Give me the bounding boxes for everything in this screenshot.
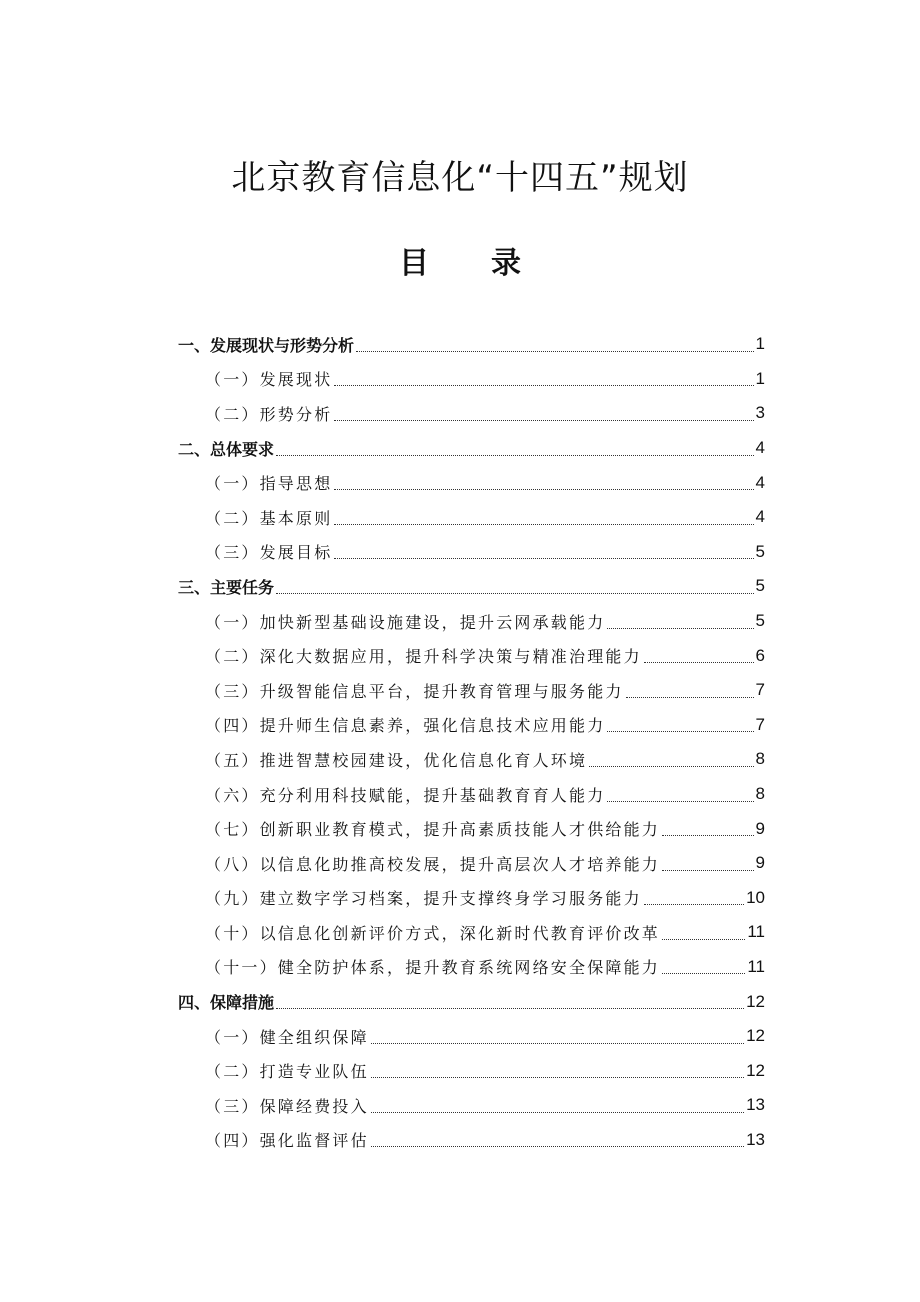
toc-page-number: 13 xyxy=(746,1095,765,1115)
toc-dot-leader xyxy=(334,489,753,490)
toc-section-entry[interactable] xyxy=(178,465,765,500)
toc-chapter-entry[interactable] xyxy=(178,569,765,604)
toc-entry-label: （一）指导思想 xyxy=(205,474,333,494)
toc-entry-label: （十）以信息化创新评价方式，深化新时代教育评价改革 xyxy=(205,923,661,943)
toc-heading-char-2: 录 xyxy=(491,246,521,281)
toc-dot-leader xyxy=(662,939,745,940)
toc-entry-label: （一）加快新型基础设施建设，提升云网承载能力 xyxy=(205,612,606,632)
toc-chapter-entry[interactable] xyxy=(178,327,765,362)
toc-section-entry[interactable] xyxy=(178,638,765,673)
toc-page-number: 7 xyxy=(755,714,765,734)
toc-page-number: 11 xyxy=(747,922,765,942)
toc-entry-label: （二）基本原则 xyxy=(205,508,333,528)
toc-dot-leader xyxy=(662,835,754,836)
toc-page-number: 5 xyxy=(755,541,765,561)
toc-entry-label: （二）深化大数据应用，提升科学决策与精准治理能力 xyxy=(205,647,642,667)
toc-page-number: 12 xyxy=(746,991,765,1011)
toc-section-entry[interactable] xyxy=(178,673,765,708)
toc-section-entry[interactable] xyxy=(178,396,765,431)
toc-entry-label: （一）发展现状 xyxy=(205,370,333,390)
toc-page-number: 9 xyxy=(755,853,765,873)
toc-section-entry[interactable] xyxy=(178,708,765,743)
toc-entry-label: （五）推进智慧校园建设，优化信息化育人环境 xyxy=(205,750,588,770)
toc-page-number: 13 xyxy=(746,1129,765,1149)
toc-entry-label: 四、保障措施 xyxy=(178,993,275,1013)
toc-page-number: 6 xyxy=(755,645,765,665)
toc-chapter-entry[interactable] xyxy=(178,431,765,466)
toc-section-entry[interactable] xyxy=(178,500,765,535)
toc-entry-label: （一）健全组织保障 xyxy=(205,1027,369,1047)
toc-dot-leader xyxy=(356,351,754,352)
toc-page-number: 4 xyxy=(755,507,765,527)
toc-dot-leader xyxy=(662,973,745,974)
toc-chapter-entry[interactable] xyxy=(178,984,765,1019)
toc-page-number: 4 xyxy=(755,472,765,492)
toc-entry-label: （七）创新职业教育模式，提升高素质技能人才供给能力 xyxy=(205,820,661,840)
toc-section-entry[interactable] xyxy=(178,915,765,950)
toc-section-entry[interactable] xyxy=(178,811,765,846)
toc-section-entry[interactable] xyxy=(178,604,765,639)
table-of-contents xyxy=(178,327,765,1157)
toc-entry-label: （二）打造专业队伍 xyxy=(205,1062,369,1082)
toc-entry-label: （三）保障经费投入 xyxy=(205,1096,369,1116)
toc-entry-label: （二）形势分析 xyxy=(205,404,333,424)
toc-entry-label: （十一）健全防护体系，提升教育系统网络安全保障能力 xyxy=(205,958,661,978)
toc-section-entry[interactable] xyxy=(178,1088,765,1123)
toc-page-number: 12 xyxy=(746,1026,765,1046)
toc-page-number: 5 xyxy=(755,576,765,596)
toc-dot-leader xyxy=(607,731,753,732)
toc-page-number: 1 xyxy=(755,334,765,354)
toc-dot-leader xyxy=(626,697,754,698)
toc-section-entry[interactable] xyxy=(178,950,765,985)
toc-page-number: 7 xyxy=(755,680,765,700)
toc-entry-label: （三）升级智能信息平台，提升教育管理与服务能力 xyxy=(205,681,624,701)
toc-dot-leader xyxy=(334,420,753,421)
toc-dot-leader xyxy=(662,870,754,871)
toc-entry-label: （九）建立数字学习档案，提升支撑终身学习服务能力 xyxy=(205,889,642,909)
toc-dot-leader xyxy=(334,524,753,525)
toc-dot-leader xyxy=(644,904,744,905)
toc-section-entry[interactable] xyxy=(178,362,765,397)
toc-dot-leader xyxy=(607,628,753,629)
toc-entry-label: 一、发展现状与形势分析 xyxy=(178,335,355,355)
toc-dot-leader xyxy=(644,662,754,663)
toc-dot-leader xyxy=(371,1146,744,1147)
document-title: 北京教育信息化“十四五”规划 xyxy=(231,158,689,198)
toc-section-entry[interactable] xyxy=(178,1053,765,1088)
toc-section-entry[interactable] xyxy=(178,742,765,777)
toc-entry-label: 三、主要任务 xyxy=(178,577,275,597)
toc-section-entry[interactable] xyxy=(178,881,765,916)
toc-entry-label: （六）充分利用科技赋能，提升基础教育育人能力 xyxy=(205,785,606,805)
toc-entry-label: （八）以信息化助推高校发展，提升高层次人才培养能力 xyxy=(205,854,661,874)
toc-heading-char-1: 目 xyxy=(399,246,429,281)
toc-dot-leader xyxy=(334,385,753,386)
toc-page-number: 9 xyxy=(755,818,765,838)
toc-section-entry[interactable] xyxy=(178,846,765,881)
toc-page-number: 1 xyxy=(755,368,765,388)
toc-dot-leader xyxy=(276,455,754,456)
toc-dot-leader xyxy=(607,801,753,802)
toc-page-number: 3 xyxy=(755,403,765,423)
toc-page-number: 11 xyxy=(747,956,765,976)
toc-dot-leader xyxy=(371,1077,744,1078)
toc-section-entry[interactable] xyxy=(178,1123,765,1158)
toc-heading xyxy=(0,242,920,286)
toc-dot-leader xyxy=(276,593,754,594)
toc-page-number: 12 xyxy=(746,1060,765,1080)
toc-dot-leader xyxy=(276,1008,744,1009)
toc-dot-leader xyxy=(371,1112,744,1113)
toc-page-number: 10 xyxy=(746,887,765,907)
toc-page-number: 5 xyxy=(755,611,765,631)
toc-dot-leader xyxy=(589,766,753,767)
toc-entry-label: 二、总体要求 xyxy=(178,439,275,459)
toc-page-number: 4 xyxy=(755,438,765,458)
toc-entry-label: （四）提升师生信息素养，强化信息技术应用能力 xyxy=(205,716,606,736)
toc-dot-leader xyxy=(334,558,753,559)
toc-section-entry[interactable] xyxy=(178,777,765,812)
toc-dot-leader xyxy=(371,1043,744,1044)
toc-entry-label: （三）发展目标 xyxy=(205,543,333,563)
toc-page-number: 8 xyxy=(755,784,765,804)
toc-section-entry[interactable] xyxy=(178,1019,765,1054)
toc-page-number: 8 xyxy=(755,749,765,769)
toc-entry-label: （四）强化监督评估 xyxy=(205,1131,369,1151)
toc-section-entry[interactable] xyxy=(178,535,765,570)
